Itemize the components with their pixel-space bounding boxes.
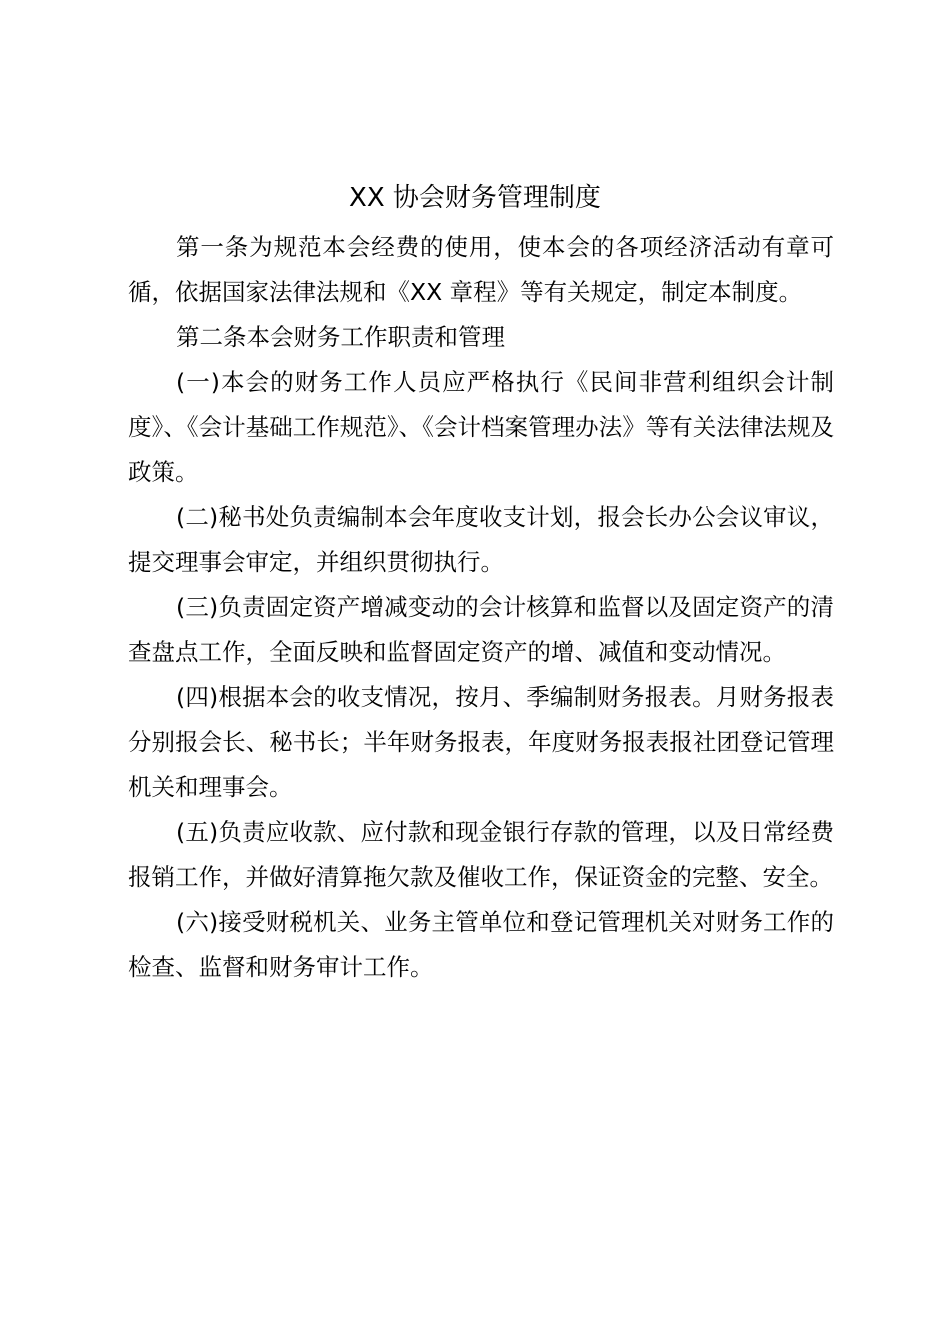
- clause-5-paragraph: (五)负责应收款、应付款和现金银行存款的管理，以及日常经费报销工作，并做好清算拖欠款及催收工作，保证资金的完整、安全。: [128, 818, 834, 891]
- clause-1-paragraph: (一)本会的财务工作人员应严格执行《民间非营利组织会计制度》、《会计基础工作规范》、《会计档案管理办法》等有关法律法规及政策。: [128, 368, 834, 486]
- clause-4-paragraph: (四)根据本会的收支情况，按月、季编制财务报表。月财务报表分别报会长、秘书长；半年财务报表，年度财务报表报社团登记管理机关和理事会。: [128, 683, 834, 801]
- clause-2-paragraph: (二)秘书处负责编制本会年度收支计划，报会长办公会议审议，提交理事会审定，并组织贯彻执行。: [128, 503, 834, 576]
- article-2-heading: 第二条本会财务工作职责和管理: [176, 323, 505, 351]
- article-1-paragraph: 第一条为规范本会经费的使用，使本会的各项经济活动有章可循，依据国家法律法规和《XX 章程》等有关规定，制定本制度。: [128, 233, 834, 306]
- document-body: [128, 225, 834, 990]
- clause-6-paragraph: (六)接受财税机关、业务主管单位和登记管理机关对财务工作的检查、监督和财务审计工作。: [128, 908, 834, 981]
- clause-3-paragraph: (三)负责固定资产增减变动的会计核算和监督以及固定资产的清查盘点工作，全面反映和监督固定资产的增、减值和变动情况。: [128, 593, 834, 666]
- document-title: XX 协会财务管理制度: [349, 183, 601, 213]
